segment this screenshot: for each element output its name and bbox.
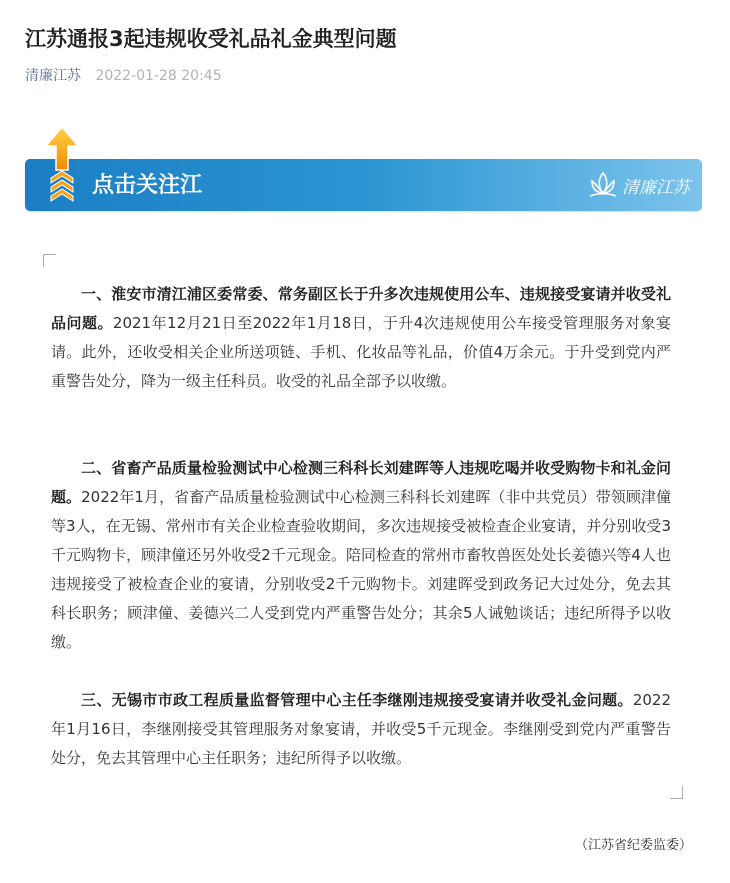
follow-banner[interactable] [25, 159, 702, 211]
paragraph-case-3 [51, 686, 671, 773]
case-3-heading: 三、无锡市市政工程质量监督管理中心主任李继刚违规接受宴请并收受礼金问题。 [81, 691, 633, 709]
lotus-icon [586, 169, 620, 201]
content-corner-top-left [43, 254, 56, 267]
brand-logo-text: 清廉江苏 [622, 177, 690, 198]
account-name-link[interactable]: 清廉江苏 [25, 68, 81, 84]
paragraph-case-2 [51, 454, 671, 657]
content-corner-bottom-right [670, 786, 683, 799]
follow-banner-text: 点击关注江 [92, 172, 203, 198]
article-meta [25, 66, 222, 86]
case-1-body: 2021年12月21日至2022年1月18日，于升4次违规使用公车接受管理服务对象宴请。此外，还收受相关企业所送项链、手机、化妆品等礼品，价值4万余元。于升受到党内严重警告处分，降为一级主任科员。收受的礼品全部予以收缴。 [51, 314, 671, 390]
case-3-body: 2022年1月16日，李继刚接受其管理服务对象宴请，并收受5千元现金。李继刚受到党内严重警告处分，免去其管理中心主任职务；违纪所得予以收缴。 [51, 691, 671, 767]
case-2-body: 2022年1月，省畜产品质量检验测试中心检测三科科长刘建晖（非中共党员）带领顾津僮等3人，在无锡、常州市有关企业检查验收期间，多次违规接受被检查企业宴请，并分别收受3千元购物卡，顾津僮还另外收受2千元现金。陪同检查的常州市畜牧兽医处处长姜德兴等4人也违规接受了被检查企业的宴请，分别收受2千元购物卡。刘建晖受到政务记大过处分，免去其科长职务；顾津僮、姜德兴二人受到党内严重警告处分；其余5人诫勉谈话；违纪所得予以收缴。 [51, 488, 671, 651]
brand-logo [586, 167, 690, 203]
paragraph-case-1 [51, 280, 671, 396]
case-2-heading: 二、省畜产品质量检验测试中心检测三科科长刘建晖等人违规吃喝并收受购物卡和礼金问题。 [51, 459, 671, 506]
case-1-heading: 一、淮安市清江浦区委常委、常务副区长于升多次违规使用公车、违规接受宴请并收受礼品问题。 [51, 285, 671, 332]
publish-date: 2022-01-28 20:45 [95, 68, 222, 84]
source-attribution: （江苏省纪委监委） [574, 838, 692, 853]
article-title: 江苏通报3起违规收受礼品礼金典型问题 [25, 27, 397, 51]
up-arrow-icon [44, 126, 80, 202]
